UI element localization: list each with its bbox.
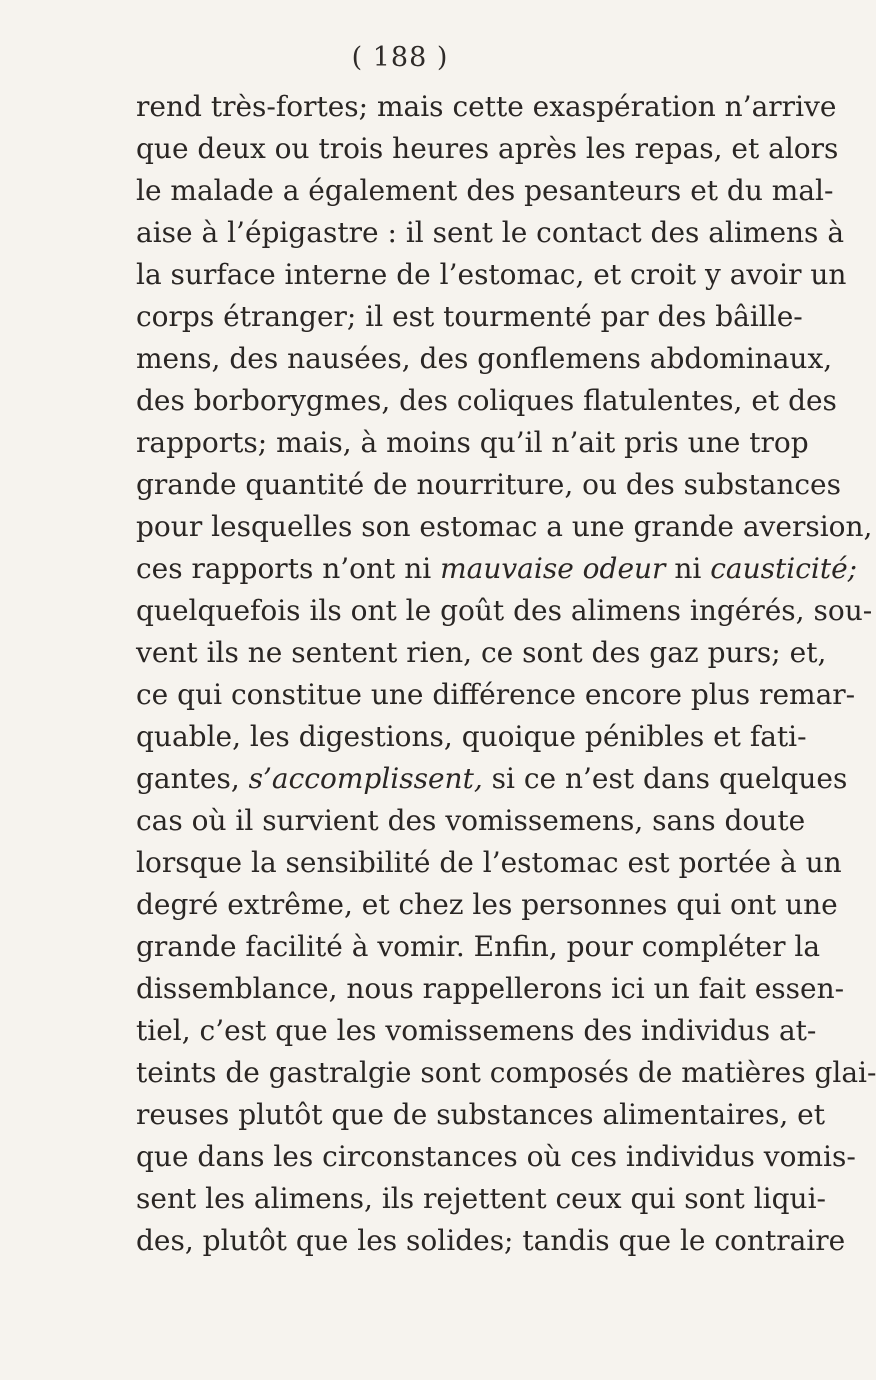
page-number: ( 188 )	[351, 42, 449, 73]
italic-text: causticité;	[710, 552, 858, 585]
text-line	[136, 1094, 825, 1136]
text-segment: ce qui constitue une différence encore plus remar-	[136, 678, 856, 711]
text-line	[136, 590, 873, 632]
text-segment: sent les alimens, ils rejettent ceux qui sont liqui-	[136, 1182, 826, 1215]
text-segment: quable, les digestions, quoique pénibles et fati-	[136, 720, 807, 753]
text-segment: que dans les circonstances où ces individus vomis-	[136, 1140, 856, 1173]
text-line	[136, 548, 858, 590]
text-segment: des borborygmes, des coliques flatulentes, et des	[136, 384, 837, 417]
text-segment: pour lesquelles son estomac a une grande aversion,	[136, 510, 873, 543]
text-segment: grande facilité à vomir. Enfin, pour compléter la	[136, 930, 821, 963]
text-segment: mens, des nausées, des gonflemens abdominaux,	[136, 342, 833, 375]
text-line	[136, 506, 873, 548]
italic-text: s’accomplissent,	[248, 762, 483, 795]
text-line	[136, 1010, 817, 1052]
text-segment: tiel, c’est que les vomissemens des individus at-	[136, 1014, 817, 1047]
text-line	[136, 842, 842, 884]
text-segment: si ce n’est dans quelques	[482, 762, 848, 795]
text-line	[136, 674, 856, 716]
text-line	[136, 884, 838, 926]
text-segment: corps étranger; il est tourmenté par des bâille-	[136, 300, 803, 333]
text-line	[136, 464, 841, 506]
text-segment: vent ils ne sentent rien, ce sont des gaz purs; et,	[136, 636, 827, 669]
italic-text: mauvaise odeur	[440, 552, 666, 585]
text-line	[136, 380, 837, 422]
text-line	[136, 1220, 846, 1262]
text-segment: reuses plutôt que de substances alimentaires, et	[136, 1098, 825, 1131]
text-segment: la surface interne de l’estomac, et croit y avoir un	[136, 258, 847, 291]
text-line	[136, 1178, 826, 1220]
text-line	[136, 758, 848, 800]
text-segment: rend très-fortes; mais cette exaspération n’arrive	[136, 90, 837, 123]
text-segment: le malade a également des pesanteurs et du mal-	[136, 174, 834, 207]
text-line	[136, 1052, 876, 1094]
text-segment: cas où il survient des vomissemens, sans doute	[136, 804, 806, 837]
text-segment: degré extrême, et chez les personnes qui ont une	[136, 888, 838, 921]
text-segment: ces rapports n’ont ni	[136, 552, 441, 585]
text-segment: quelquefois ils ont le goût des alimens ingérés, sou-	[136, 594, 873, 627]
text-line	[136, 296, 803, 338]
text-segment: aise à l’épigastre : il sent le contact des alimens à	[136, 216, 845, 249]
text-line	[136, 968, 845, 1010]
text-segment: teints de gastralgie sont composés de matières glai-	[136, 1056, 876, 1089]
text-segment: des, plutôt que les solides; tandis que le contraire	[136, 1224, 846, 1257]
text-segment: lorsque la sensibilité de l’estomac est portée à un	[136, 846, 842, 879]
text-line	[136, 800, 806, 842]
text-segment: rapports; mais, à moins qu’il n’ait pris une trop	[136, 426, 809, 459]
text-line	[136, 716, 807, 758]
text-line	[136, 422, 809, 464]
text-line	[136, 338, 833, 380]
text-line	[136, 926, 821, 968]
text-segment: ni	[665, 552, 711, 585]
text-line	[136, 1136, 856, 1178]
text-segment: grande quantité de nourriture, ou des substances	[136, 468, 841, 501]
text-segment: gantes,	[136, 762, 249, 795]
text-line	[136, 632, 827, 674]
text-line	[136, 254, 847, 296]
text-line	[136, 86, 837, 128]
text-segment: que deux ou trois heures après les repas, et alors	[136, 132, 839, 165]
text-line	[136, 212, 845, 254]
body-text	[136, 86, 876, 1262]
text-segment: dissemblance, nous rappellerons ici un fait essen-	[136, 972, 845, 1005]
text-line	[136, 170, 834, 212]
text-line	[136, 128, 839, 170]
